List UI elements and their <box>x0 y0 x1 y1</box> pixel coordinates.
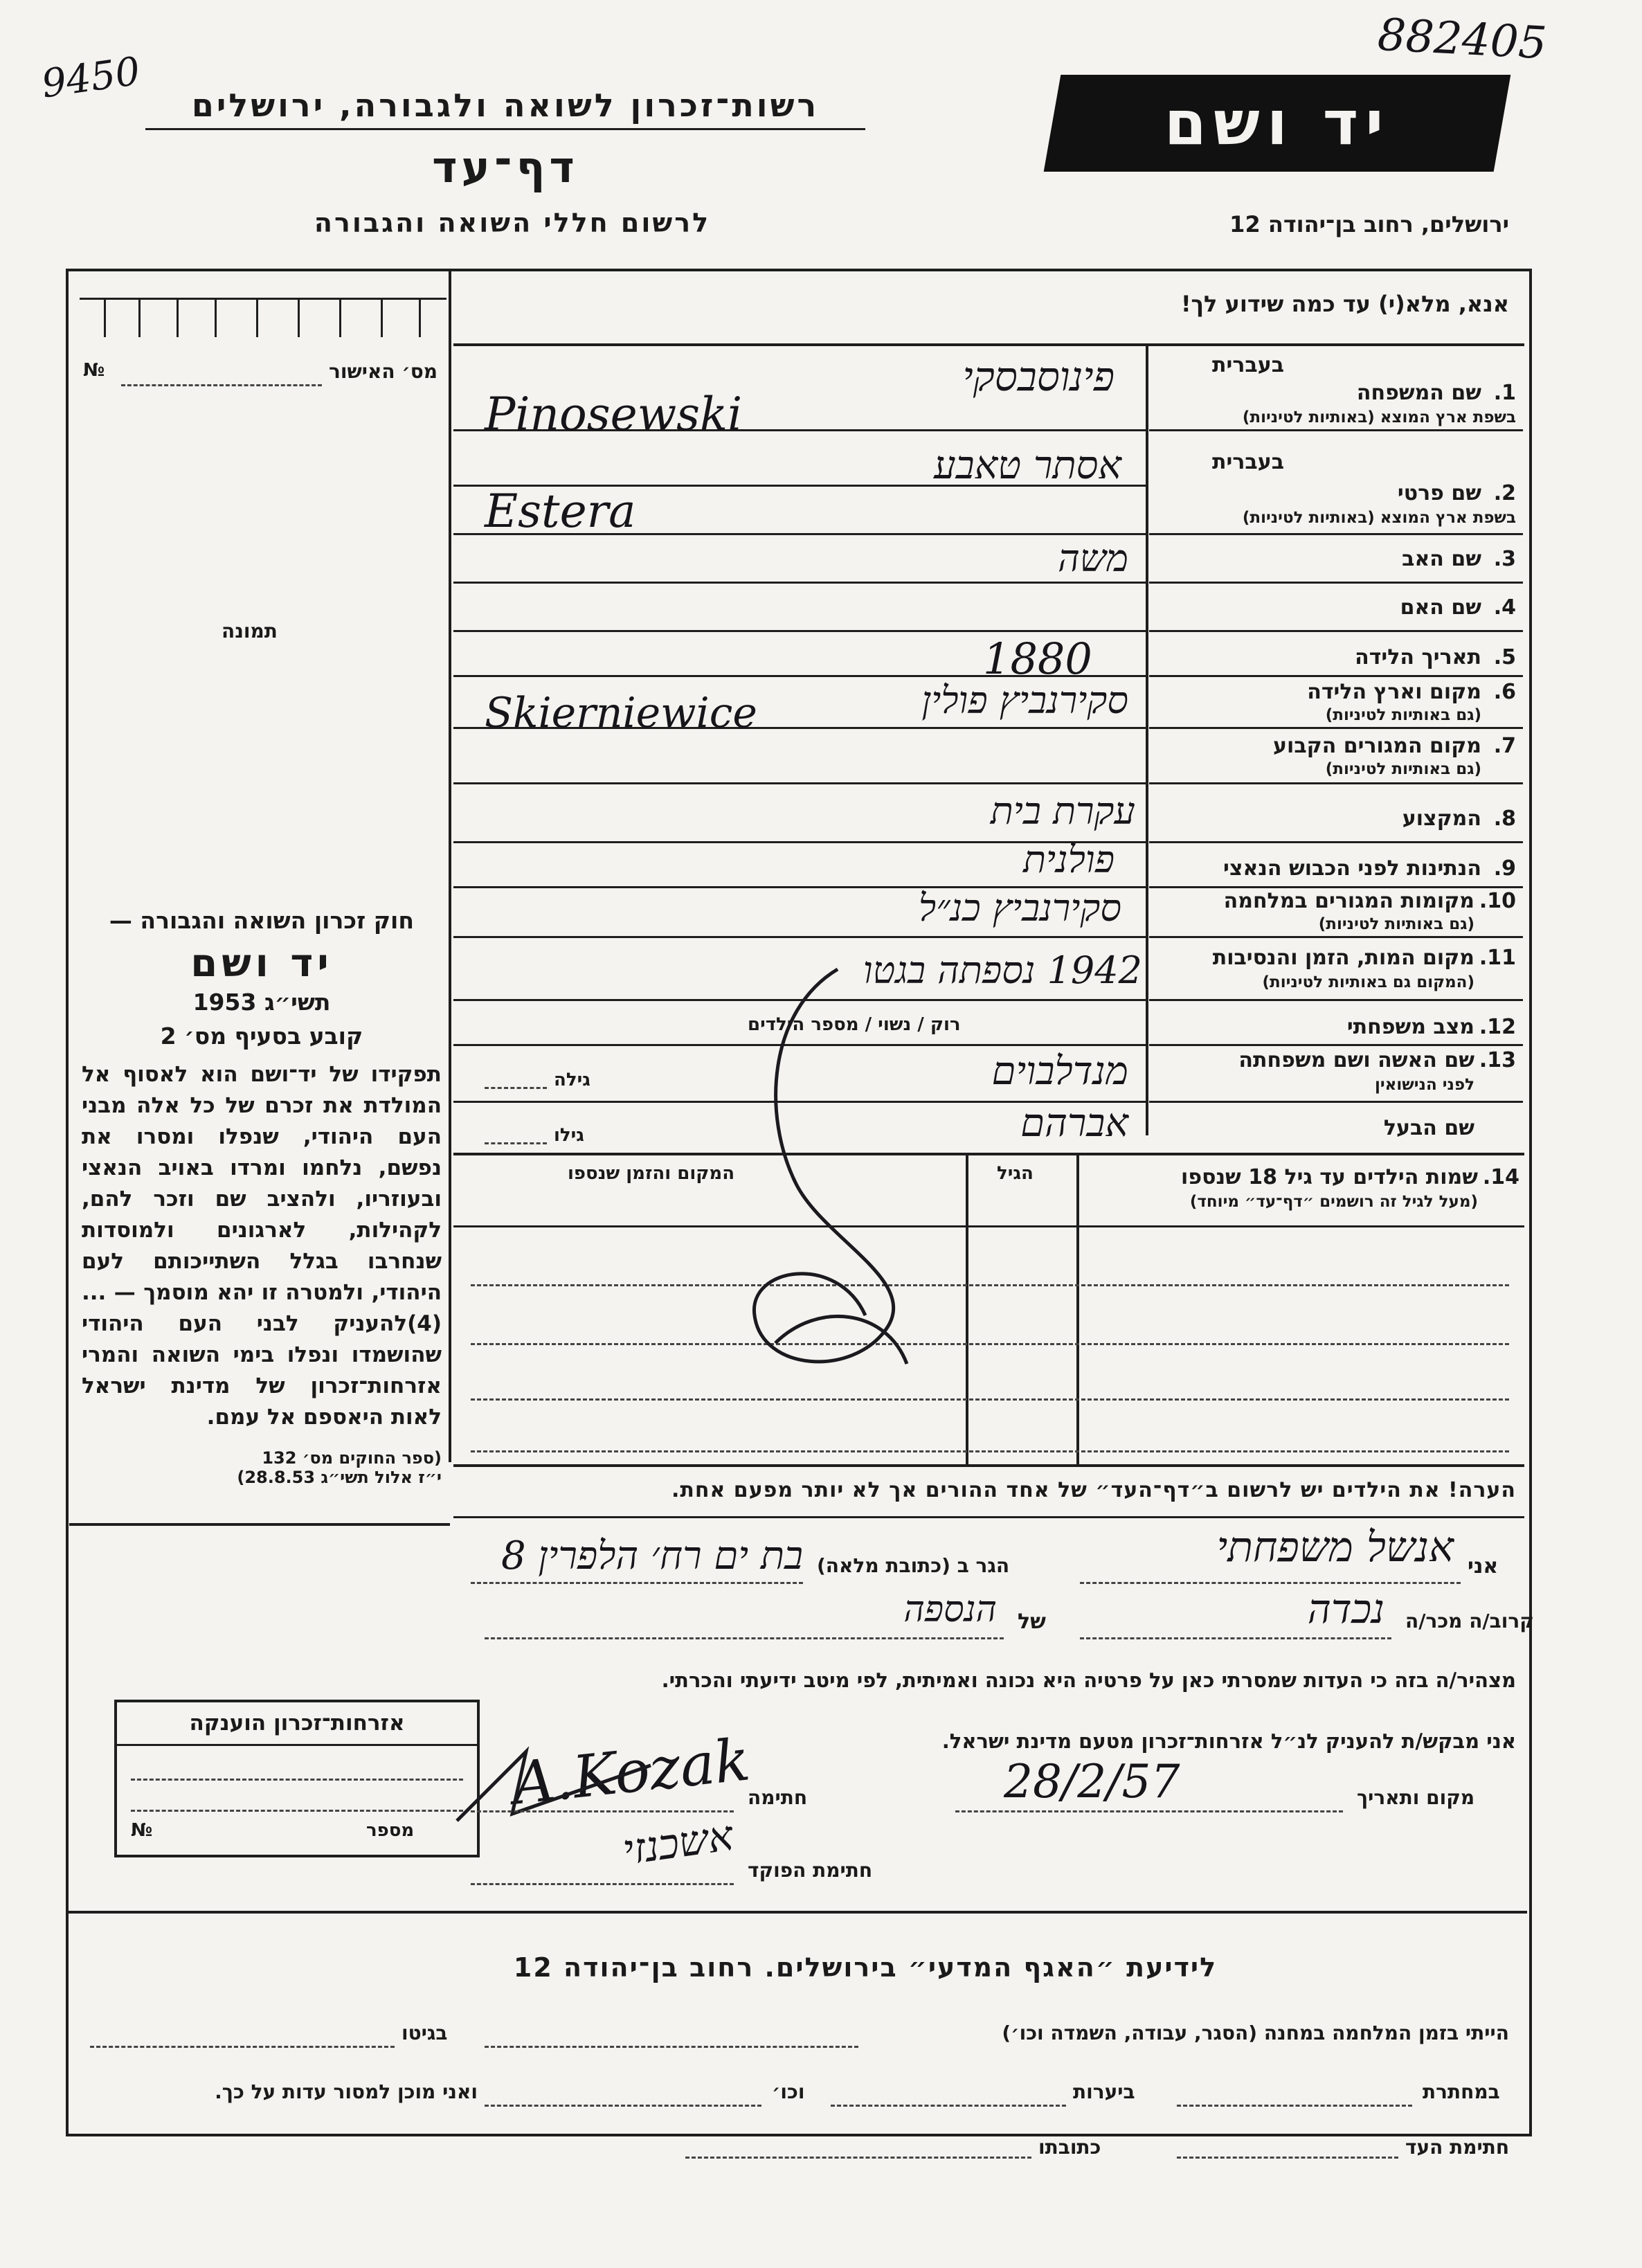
field-8-num: 8. <box>1493 807 1516 831</box>
footer-heading: לידיעת ״האגף המדעי״ בירושלים. רחוב בן־יהודה 12 <box>513 1952 1218 1983</box>
field-2-num: 2. <box>1493 481 1516 505</box>
field-2-label: שם פרטי <box>1397 481 1481 505</box>
footer-line2-end: ואני מוכן למסור עדות על כך. <box>215 2080 478 2103</box>
citizenship-no-sign: № <box>131 1820 153 1841</box>
field-row-10 <box>1149 888 1519 936</box>
field-row-13 <box>1149 1047 1519 1099</box>
yad-vashem-logo <box>1044 75 1511 172</box>
place-date-label: מקום ותאריך <box>1357 1786 1475 1809</box>
field-row-12 <box>1149 1009 1519 1044</box>
law-name: יד ושם <box>190 941 333 986</box>
field-6-num: 6. <box>1493 680 1516 704</box>
photo-label: תמונה <box>222 620 278 642</box>
field-7-sub: (גם באותיות לטיניות) <box>1325 760 1481 778</box>
law-box <box>82 907 442 1487</box>
footer-line2-mid2: וכו׳ <box>772 2080 805 2103</box>
field-row-1 <box>1149 350 1519 429</box>
logo-text: יד ושם <box>1164 87 1391 159</box>
field-13-label: שם האשה ושם משפחתה <box>1238 1048 1474 1072</box>
declarant-address: בת ים רח׳ הלפרין 8 <box>500 1533 803 1578</box>
statement-text: מצהיר/ה בזה כי העדות שמסרתי כאן על פרטיה היא נכונה ואמיתית, לפי מיטב ידיעתי והכרתי. <box>661 1668 1516 1692</box>
field-11-num: 11. <box>1479 946 1516 970</box>
field-1-hebrew-tag: בעברית <box>1212 353 1284 377</box>
declarant-i-label: אני <box>1468 1554 1499 1578</box>
field-10-num: 10. <box>1479 889 1516 913</box>
law-title: חוק זכרון השואה והגבורה — <box>109 907 415 934</box>
children-age-header: הגיל <box>997 1163 1034 1184</box>
approval-number-row <box>80 357 440 391</box>
footer-line1: הייתי בזמן המלחמה במחנה (הסגר, עבודה, השמדה וכו׳) <box>1002 2022 1509 2044</box>
footer-line2-mid: ביערות <box>1073 2080 1135 2103</box>
field-row-7 <box>1149 730 1519 782</box>
field-7-num: 7. <box>1493 734 1516 758</box>
archive-number: 882405 <box>1376 9 1549 70</box>
declarant-signature: A.Kozak <box>509 1725 753 1818</box>
firstname-hebrew-value: אסתר טאבע <box>933 443 1121 488</box>
field-row-4 <box>1149 588 1519 630</box>
field-12-label: מצב משפחתי <box>1346 1015 1474 1039</box>
children-title: שמות הילדים עד גיל 18 שנספו <box>1181 1165 1478 1189</box>
children-header <box>1080 1160 1523 1218</box>
field-3-label: שם האב <box>1402 547 1481 571</box>
field-11-label: מקום המות, הזמן והנסיבות <box>1212 946 1474 970</box>
note-text: הערה! את הילדים יש לרשום ב״דף־העד״ של אחד ההורים אך לא יותר מפעם אחת. <box>671 1478 1516 1502</box>
form-title: דף־עד <box>432 142 579 192</box>
children-place-header: המקום והזמן שנספו <box>568 1163 735 1184</box>
field-3-num: 3. <box>1493 547 1516 571</box>
request-text: אני מבקש/ת להעניק לנ״ל אזרחות־זכרון מטעם מדינת ישראל. <box>941 1729 1516 1753</box>
field-1-label: שם המשפחה <box>1356 381 1481 405</box>
field-5-num: 5. <box>1493 645 1516 669</box>
children-num: 14. <box>1482 1165 1519 1189</box>
address: ירושלים, רחוב בן־יהודה 12 <box>1229 211 1509 237</box>
law-source: (ספר החוקים מס׳ 132 <box>262 1448 442 1468</box>
children-row <box>471 1450 1509 1452</box>
profession-value: עקרת בית <box>990 789 1135 833</box>
husband-age-label: גילו <box>554 1125 584 1146</box>
law-year: תשי״ג 1953 <box>192 989 331 1016</box>
approval-label: מס׳ האישור <box>329 360 438 383</box>
wife-maiden-name-value: מנדלבוים <box>991 1049 1128 1094</box>
field-2-sub: בשפת ארץ המוצא (באותיות לטיניות) <box>1242 509 1516 527</box>
relation-label: קרוב/ה מכר/ה <box>1405 1610 1534 1632</box>
citizenship-box <box>114 1700 480 1857</box>
field-1-num: 1. <box>1493 381 1516 405</box>
husband-name-value: אברהם <box>1020 1101 1128 1146</box>
field-row-husband <box>1149 1108 1519 1142</box>
footer-line3-mid: כתובתו <box>1038 2136 1101 2159</box>
official-signature-label: חתימת הפוקד <box>748 1859 873 1882</box>
cross-out-stroke <box>658 955 1142 1412</box>
surname-hebrew-value: פינוסבסקי <box>962 353 1115 400</box>
residing-label: הגר ב (כתובת מלאה) <box>817 1554 1010 1577</box>
field-9-num: 9. <box>1493 856 1516 881</box>
authority-title: רשות־זכרון לשואה ולגבורה, ירושלים <box>191 87 820 124</box>
field-row-5 <box>1149 637 1519 678</box>
surname-latin-value: Pinosewski <box>485 388 743 441</box>
field-7-label: מקום המגורים הקבוע <box>1273 734 1481 758</box>
field-8-label: המקצוע <box>1402 807 1481 831</box>
law-clause: קובע בסעיף מס׳ 2 <box>160 1023 363 1050</box>
field-1-sub: בשפת ארץ המוצא (באותיות לטיניות) <box>1242 408 1516 426</box>
birthdate-value: 1880 <box>983 633 1092 684</box>
of-label: של <box>1018 1610 1046 1634</box>
signature-label: חתימה <box>748 1786 808 1809</box>
wartime-residence-value: סקירנביץ כנ״ל <box>918 886 1121 930</box>
law-text: תפקידו של יד־ושם הוא לאסוף אל המולדת את זכרם של כל אלה מבני העם היהודי, שנפלו ומסרו את נפשם, נלחמו ומרדו באויב הנאצי ובעוזריו, ולהציב שם וזכר להם, לקהילות, לארגונים ולמוסדות שנחרבו בגלל השתייכותם לעם היהודי, ולמטרה זו יהא מוסמך — ...(4)להעניק לבני העם היהודי שהושמדו ונפלו בימי השואה והמרי אזרחות־זכרון של מדינת ישראל לאות היאספם אל עמם. <box>82 1062 442 1430</box>
field-9-label: הנתינות לפני הכבוש הנאצי <box>1223 856 1481 881</box>
field-4-num: 4. <box>1493 595 1516 620</box>
of-value: הנספה <box>903 1589 997 1630</box>
field-row-11 <box>1149 940 1519 999</box>
field-6-sub: (גם באותיות לטיניות) <box>1325 706 1481 724</box>
field-row-6 <box>1149 678 1519 727</box>
firstname-latin-value: Estera <box>485 485 636 538</box>
field-row-3 <box>1149 540 1519 582</box>
field-row-8 <box>1149 793 1519 841</box>
field-13-sub: לפני הנישואין <box>1375 1076 1474 1094</box>
field-11-sub: (המקום גם באותיות לטיניות) <box>1262 973 1474 991</box>
father-name-value: משה <box>1058 537 1128 580</box>
footer-line2-start: במחתרת <box>1423 2080 1500 2103</box>
field-10-sub: (גם באותיות לטיניות) <box>1318 915 1474 933</box>
field-6-label: מקום וארץ הלידה <box>1307 680 1481 704</box>
wife-age-label: גילה <box>554 1070 590 1090</box>
marital-status-options: רוק / נשוי / מספר הילדים <box>748 1014 961 1035</box>
relation-value: נכדה <box>1307 1585 1384 1632</box>
corner-note: 9450 <box>39 48 143 107</box>
signature-flourish <box>443 1738 665 1835</box>
footer-line1-end: בגיטו <box>402 2022 448 2044</box>
approval-no-sign: № <box>83 360 105 381</box>
nationality-value: פולנית <box>1022 838 1115 881</box>
field-5-label: תאריך הלידה <box>1355 645 1481 669</box>
field-4-label: שם האם <box>1400 595 1481 620</box>
death-place-value: 1942 נספתה בגטו <box>863 948 1142 992</box>
birthplace-hebrew-value: סקירנביץ פולין <box>921 678 1128 722</box>
field-10-label: מקומות המגורים במלחמה <box>1223 889 1474 913</box>
place-date-value: 28/2/57 <box>1004 1755 1180 1808</box>
field-12-num: 12. <box>1479 1015 1516 1039</box>
field-row-9 <box>1149 848 1519 886</box>
field-row-2 <box>1149 443 1519 530</box>
form-subtitle: לרשום חללי השואה והגבורה <box>314 208 711 238</box>
birthplace-latin-value: Skierniewice <box>485 689 757 737</box>
field-husband-label: שם הבעל <box>1383 1116 1474 1140</box>
citizenship-title: אזרחות־זכרון הוענקה <box>117 1702 477 1746</box>
children-note: (מעל לגיל זה רושמים ״דף־עד״ מיוחד) <box>1189 1193 1478 1211</box>
law-date: י״ז אלול תשי״ג 28.8.53) <box>237 1468 442 1487</box>
field-13-num: 13. <box>1479 1048 1516 1072</box>
field-2-hebrew-tag: בעברית <box>1212 450 1284 474</box>
fill-instruction: אנא, מלא(י) עד כמה שידוע לך! <box>1180 291 1509 317</box>
official-signature: אשכנזי <box>620 1811 737 1875</box>
declarant-name: אנשל משפחתי <box>1216 1523 1454 1572</box>
citizenship-number-label: מספר <box>366 1820 415 1841</box>
footer-line3-start: חתימת העד <box>1405 2136 1510 2159</box>
